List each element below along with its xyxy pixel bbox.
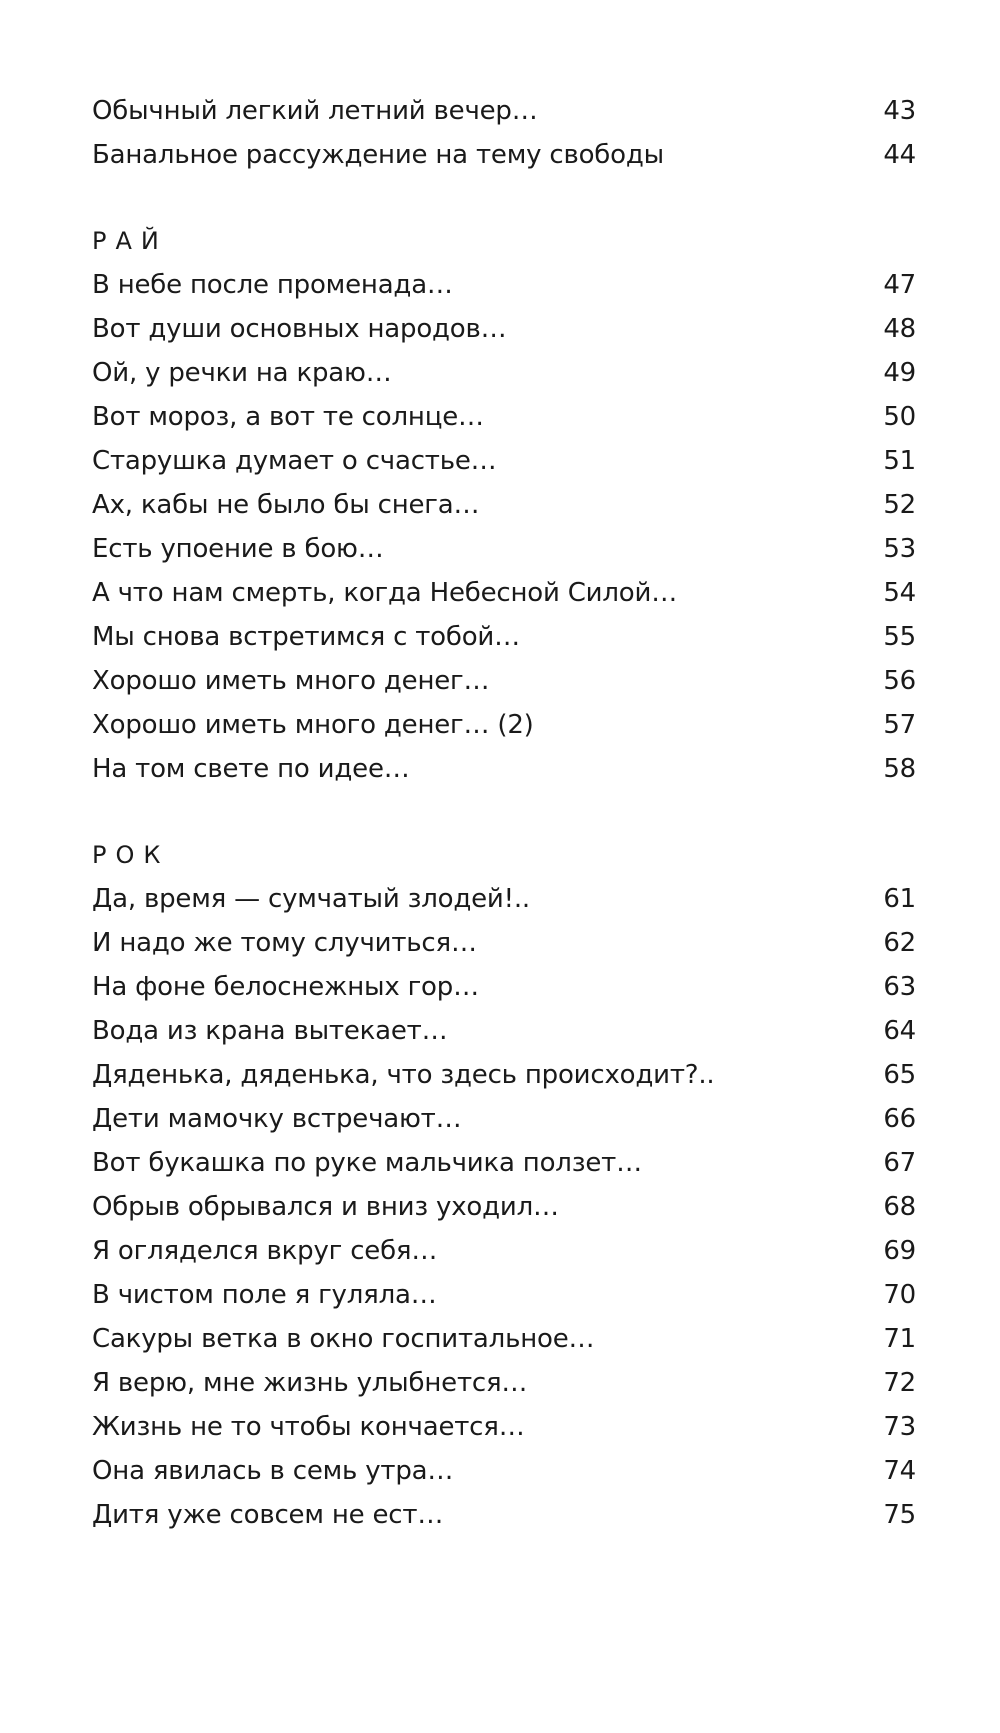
toc-entry (92, 921, 916, 965)
toc-entry-title: В небе после променада… (92, 270, 453, 300)
toc-entry-title: Банальное рассуждение на тему свободы (92, 140, 664, 170)
toc-entry-page: 65 (883, 1060, 916, 1090)
toc-entry (92, 527, 916, 571)
toc-entry (92, 1449, 916, 1493)
toc-entry-title: Я верю, мне жизнь улыбнется… (92, 1368, 528, 1398)
toc-entry (92, 1141, 916, 1185)
toc-entry-title: Ой, у речки на краю… (92, 358, 392, 388)
toc-entry-page: 52 (883, 490, 916, 520)
toc-entry (92, 1361, 916, 1405)
toc-entry-title: Дитя уже совсем не ест… (92, 1500, 444, 1530)
toc-entry-page: 50 (883, 402, 916, 432)
toc-entry-title: Хорошо иметь много денег… (92, 666, 490, 696)
section-heading: РОК (92, 841, 170, 869)
toc-entry-title: Она явилась в семь утра… (92, 1456, 454, 1486)
toc-entry (92, 395, 916, 439)
toc-entry (92, 659, 916, 703)
toc-entry-page: 44 (883, 140, 916, 170)
toc-entry (92, 133, 916, 177)
toc-entry-page: 53 (883, 534, 916, 564)
section-heading: РАЙ (92, 227, 168, 255)
toc-entry-page: 67 (883, 1148, 916, 1178)
table-of-contents (92, 89, 916, 1537)
toc-entry-page: 69 (883, 1236, 916, 1266)
toc-entry-title: Сакуры ветка в окно госпитальное… (92, 1324, 595, 1354)
toc-entry-title: В чистом поле я гуляла… (92, 1280, 437, 1310)
toc-entry-page: 72 (883, 1368, 916, 1398)
toc-entry-title: Ах, кабы не было бы снега… (92, 490, 480, 520)
toc-entry-page: 75 (883, 1500, 916, 1530)
toc-entry-page: 54 (883, 578, 916, 608)
toc-entry-page: 68 (883, 1192, 916, 1222)
toc-entry-page: 47 (883, 270, 916, 300)
toc-entry-page: 64 (883, 1016, 916, 1046)
toc-entry (92, 877, 916, 921)
toc-entry-title: А что нам смерть, когда Небесной Силой… (92, 578, 678, 608)
toc-intro-group (92, 89, 916, 177)
toc-entry-title: На фоне белоснежных гор… (92, 972, 479, 1002)
toc-entry (92, 571, 916, 615)
toc-entry-page: 51 (883, 446, 916, 476)
toc-section-rai (92, 219, 916, 791)
toc-entry-title: Вот мороз, а вот те солнце… (92, 402, 484, 432)
toc-entry-page: 56 (883, 666, 916, 696)
toc-entry-title: Хорошо иметь много денег… (2) (92, 710, 534, 740)
toc-entry (92, 1405, 916, 1449)
toc-entry-title: Я огляделся вкруг себя… (92, 1236, 438, 1266)
toc-entry (92, 263, 916, 307)
toc-entry-page: 73 (883, 1412, 916, 1442)
toc-entry-title: Обычный легкий летний вечер… (92, 96, 538, 126)
toc-entry (92, 615, 916, 659)
toc-entry (92, 1493, 916, 1537)
toc-entry-title: Дети мамочку встречают… (92, 1104, 462, 1134)
toc-entry-title: И надо же тому случиться… (92, 928, 477, 958)
toc-entry (92, 89, 916, 133)
toc-entry (92, 439, 916, 483)
toc-section-rok (92, 833, 916, 1537)
toc-entry-page: 74 (883, 1456, 916, 1486)
toc-entry-page: 43 (883, 96, 916, 126)
toc-entry (92, 1097, 916, 1141)
toc-entry-page: 70 (883, 1280, 916, 1310)
toc-entry-page: 63 (883, 972, 916, 1002)
toc-entry-page: 55 (883, 622, 916, 652)
toc-entry (92, 483, 916, 527)
toc-entry-page: 62 (883, 928, 916, 958)
toc-entry (92, 1229, 916, 1273)
toc-entry (92, 351, 916, 395)
toc-entry (92, 703, 916, 747)
toc-entry (92, 1317, 916, 1361)
toc-entry-title: Вода из крана вытекает… (92, 1016, 448, 1046)
toc-entry-page: 66 (883, 1104, 916, 1134)
toc-entry-page: 49 (883, 358, 916, 388)
toc-entry (92, 307, 916, 351)
toc-entry (92, 965, 916, 1009)
toc-entry-title: Жизнь не то чтобы кончается… (92, 1412, 525, 1442)
toc-entry-title: Мы снова встретимся с тобой… (92, 622, 520, 652)
toc-entry-title: Да, время — сумчатый злодей!.. (92, 884, 530, 914)
toc-entry (92, 1185, 916, 1229)
toc-entry-title: Дяденька, дяденька, что здесь происходит?.. (92, 1060, 715, 1090)
toc-entry-page: 58 (883, 754, 916, 784)
toc-entry-page: 48 (883, 314, 916, 344)
toc-entry-title: Обрыв обрывался и вниз уходил… (92, 1192, 559, 1222)
toc-entry (92, 1053, 916, 1097)
toc-entry-title: На том свете по идее… (92, 754, 410, 784)
toc-entry (92, 1273, 916, 1317)
toc-entry-title: Старушка думает о счастье… (92, 446, 497, 476)
toc-entry-title: Вот души основных народов… (92, 314, 507, 344)
toc-entry (92, 747, 916, 791)
toc-entry-page: 57 (883, 710, 916, 740)
toc-entry-page: 61 (883, 884, 916, 914)
toc-entry (92, 1009, 916, 1053)
toc-entry-page: 71 (883, 1324, 916, 1354)
toc-entry-title: Вот букашка по руке мальчика ползет… (92, 1148, 642, 1178)
toc-entry-title: Есть упоение в бою… (92, 534, 384, 564)
